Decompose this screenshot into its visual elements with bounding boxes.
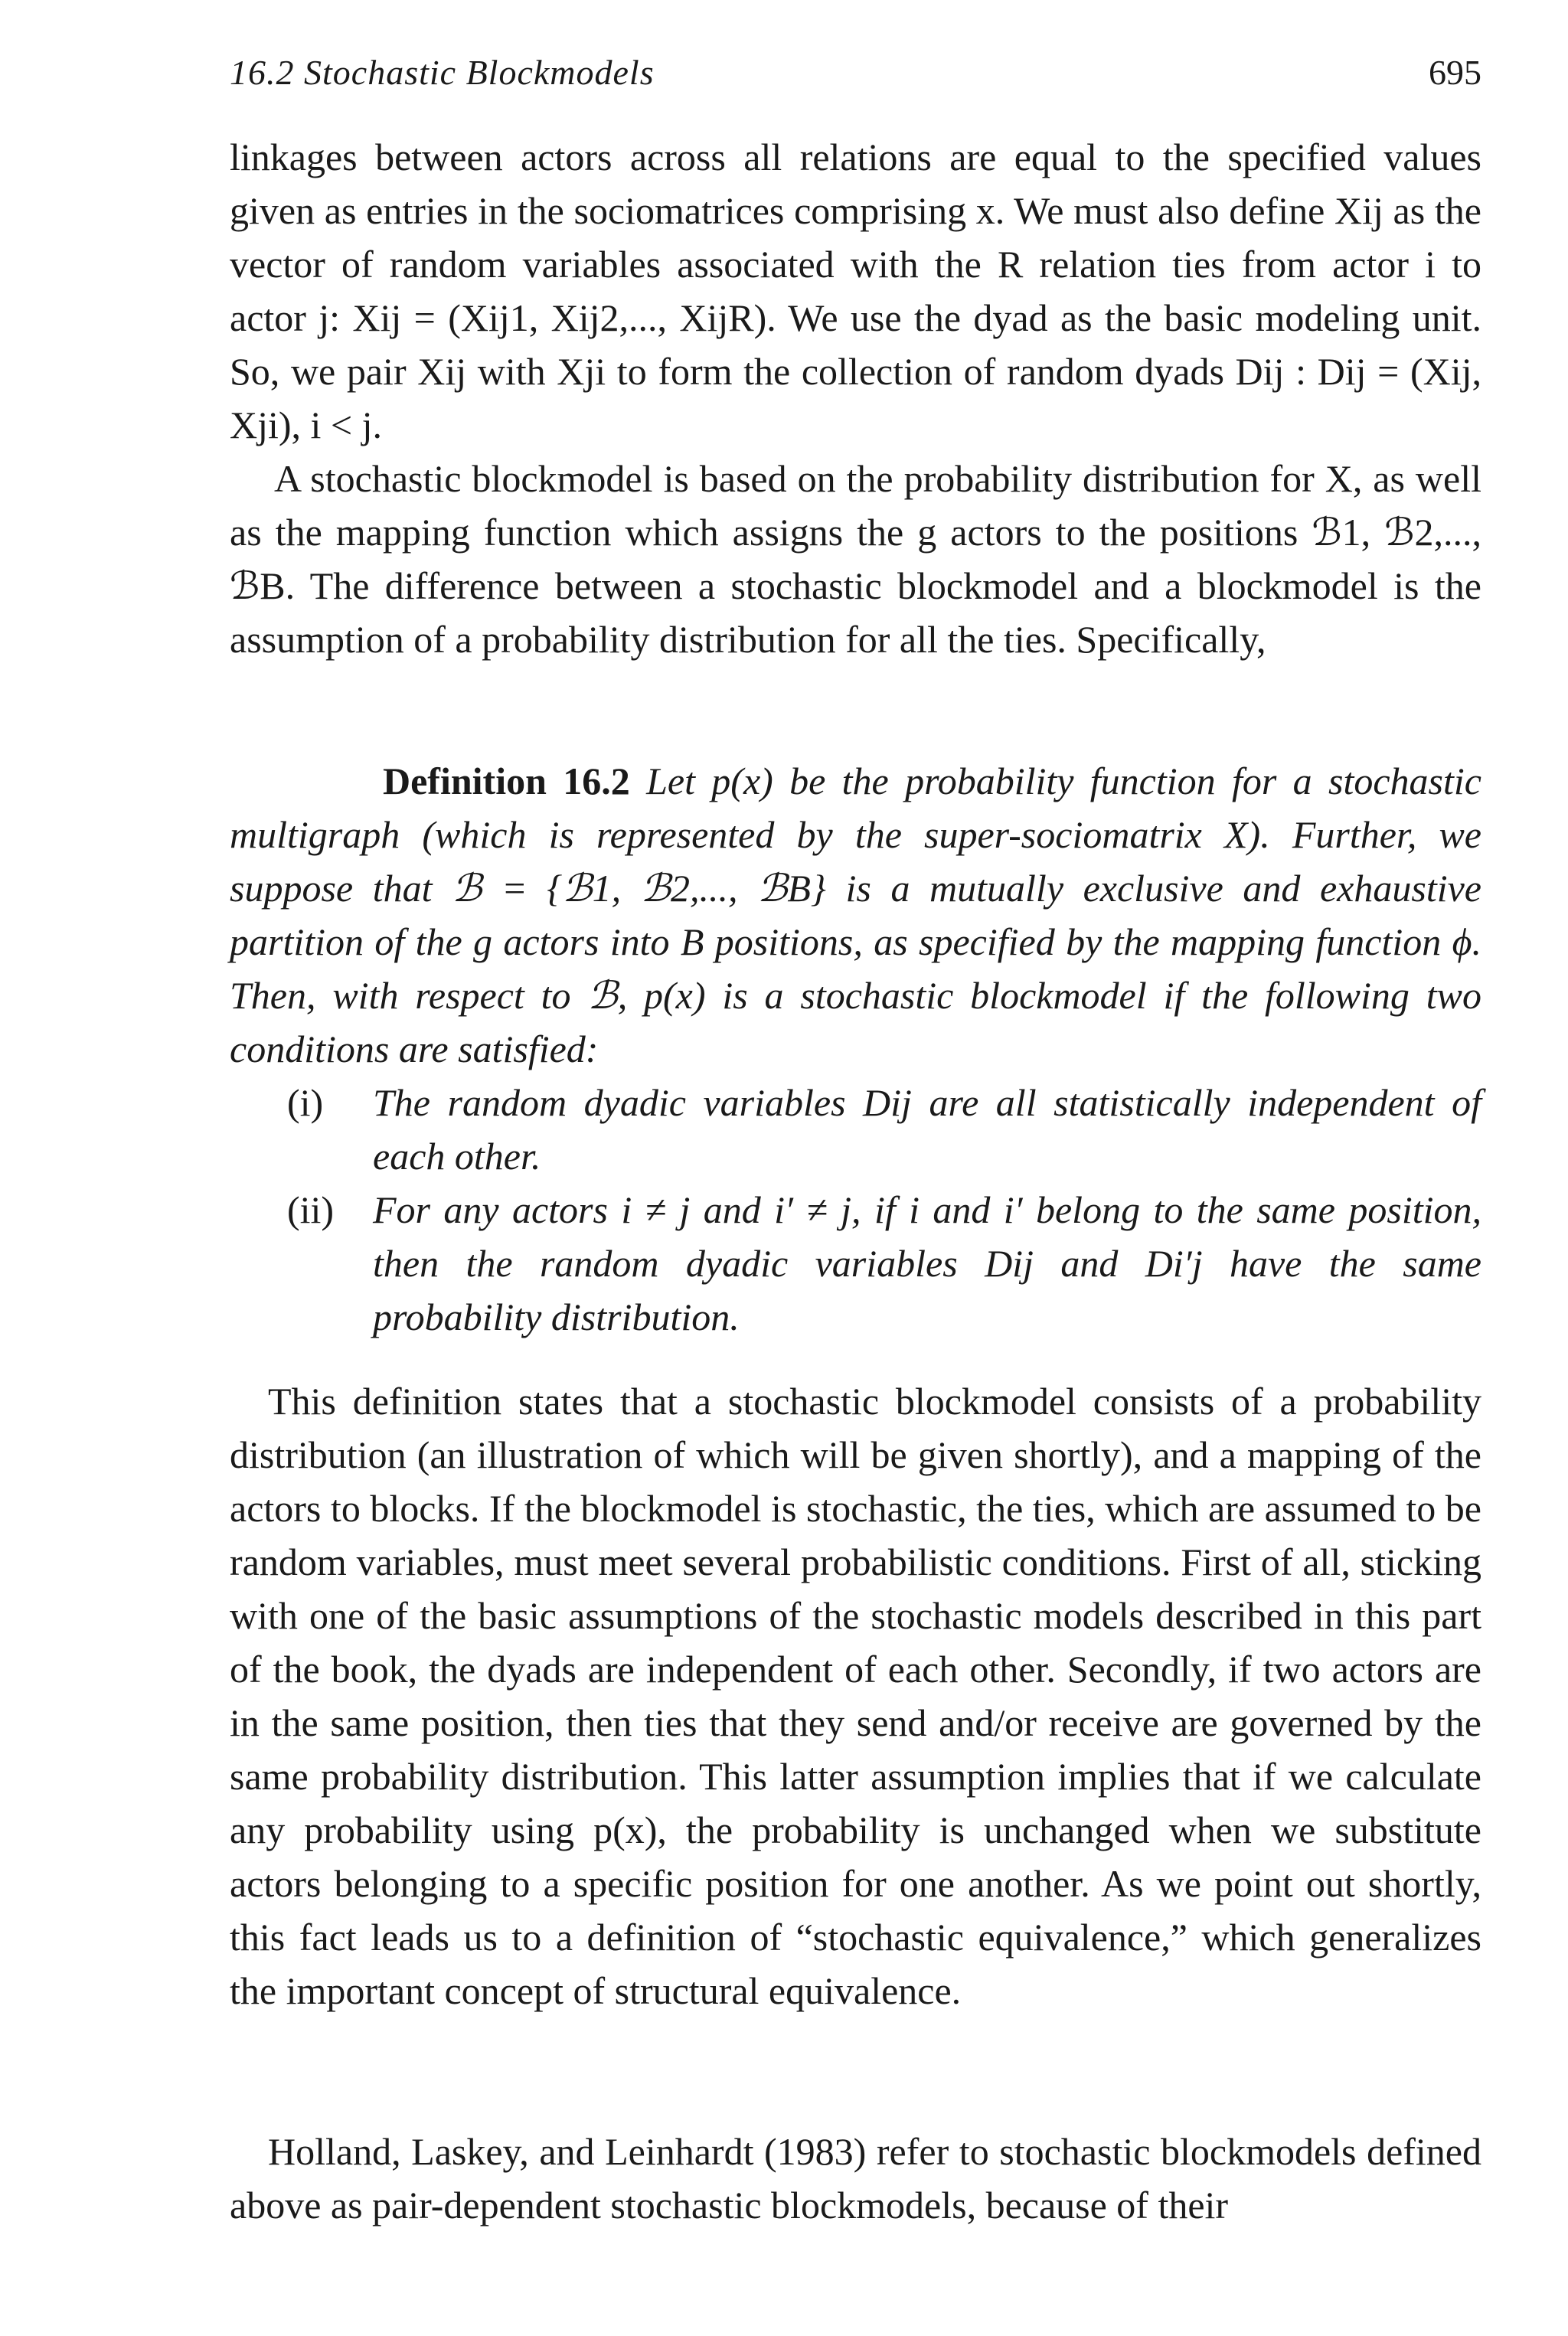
condition-text: The random dyadic variables Dij are all statistically independent of each other.	[373, 1081, 1481, 1178]
paragraph-4: Holland, Laskey, and Leinhardt (1983) refer to stochastic blockmodels defined above as pair-dependent stochastic blockmodels, because of their	[230, 2130, 1481, 2227]
paragraph-1: linkages between actors across all relations are equal to the specified values given as entries in the sociomatrices comprising x. We must also define Xij as the vector of random variables associated with the R relation ties from actor i to actor j: Xij = (Xij1, Xij2,..., XijR). We use the dyad as the basic modeling unit. So, we pair Xij with Xji to form the collection of random dyads Dij : Dij = (Xij, Xji), i < j.	[230, 136, 1481, 446]
condition-number: (i)	[287, 1081, 324, 1124]
definition-body: Let p(x) be the probability function for a stochastic multigraph (which is represented by the super-sociomatrix X). Further, we suppose that ℬ = {ℬ1, ℬ2,..., ℬB} is a mutually exclusive and exhaustive partition of the g actors into B positions, as specified by the mapping function ϕ. Then, with respect to ℬ, p(x) is a stochastic blockmodel if the following two conditions are satisfied:	[230, 760, 1481, 1070]
paragraph-2: A stochastic blockmodel is based on the probability distribution for X, as well as the mapping function which assigns the g actors to the positions ℬ1, ℬ2,..., ℬB. The difference between a stochastic blockmodel and a blockmodel is the assumption of a probability distribution for all the ties. Specifically,	[230, 457, 1481, 661]
condition-item	[287, 1076, 1481, 1183]
condition-number: (ii)	[287, 1188, 335, 1231]
definition-block	[230, 754, 1481, 1076]
condition-text: For any actors i ≠ j and i′ ≠ j, if i and i′ belong to the same position, then the random dyadic variables Dij and Di′j have the same probability distribution.	[373, 1188, 1481, 1338]
condition-item	[287, 1183, 1481, 1344]
definition-heading: Definition 16.2	[383, 760, 630, 802]
running-head	[230, 52, 1481, 98]
section-title: 16.2 Stochastic Blockmodels	[230, 53, 655, 92]
paragraph-3: This definition states that a stochastic blockmodel consists of a probability distribution (an illustration of which will be given shortly), and a mapping of the actors to blocks. If the blockmodel is stochastic, the ties, which are assumed to be random variables, must meet several probabilistic conditions. First of all, sticking with one of the basic assumptions of the stochastic models described in this part of the book, the dyads are independent of each other. Secondly, if two actors are in the same position, then ties that they send and/or receive are governed by the same probability distribution. This latter assumption implies that if we calculate any probability using p(x), the probability is unchanged when we substitute actors belonging to a specific position for one another. As we point out shortly, this fact leads us to a definition of “stochastic equivalence,” which generalizes the important concept of structural equivalence.	[230, 1380, 1481, 2012]
page-number: 695	[1429, 53, 1481, 92]
